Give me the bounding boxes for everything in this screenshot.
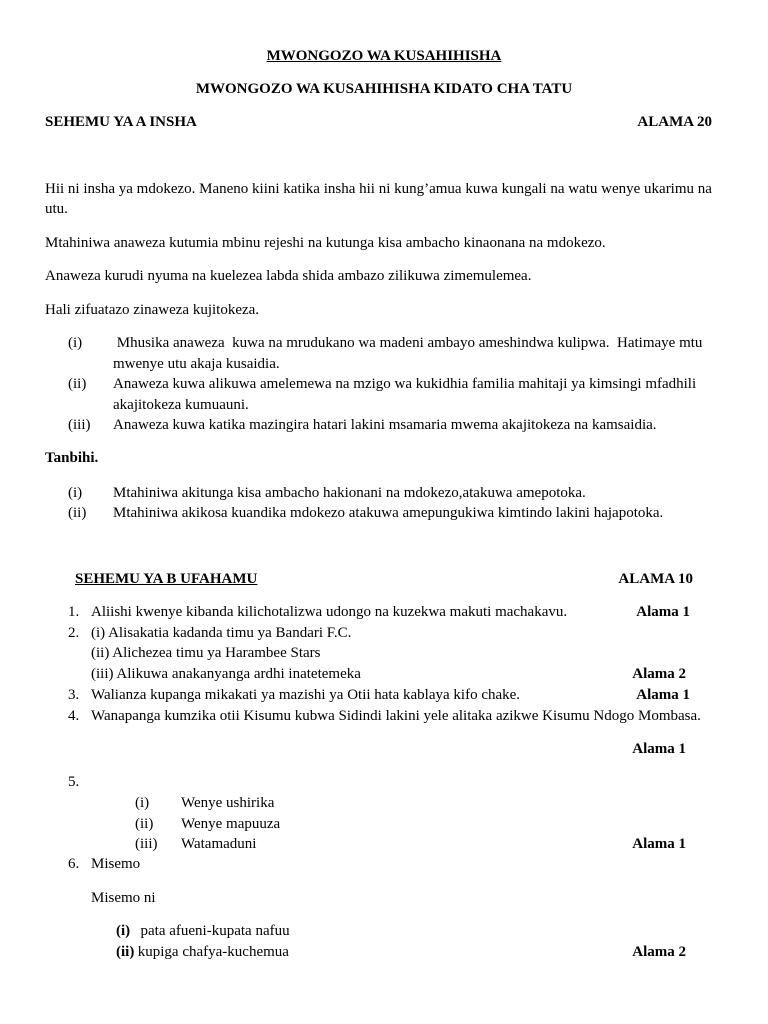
section-a-paragraph: Mtahiniwa anaweza kutumia mbinu rejeshi na kutunga kisa ambacho kinaonana na mdokezo. xyxy=(45,235,606,251)
point-number: (ii) xyxy=(68,376,87,392)
section-a-marks: ALAMA 20 xyxy=(637,114,712,130)
question-number: 5. xyxy=(68,774,80,790)
point-number: (i) xyxy=(68,335,83,351)
answer-text: Misemo ni xyxy=(91,890,156,906)
marks-label: Alama 1 xyxy=(632,836,686,852)
document-title: MWONGOZO WA KUSAHIHISHA xyxy=(266,48,502,64)
answer-text: Misemo xyxy=(91,856,141,872)
note-text: Mtahiniwa akikosa kuandika mdokezo atakuwa amepungukiwa kimtindo lakini hajapotoka. xyxy=(113,505,664,521)
marks-label: Alama 2 xyxy=(632,944,686,960)
point-text: akajitokeza kumuauni. xyxy=(113,397,249,413)
answer-text: (i) Alisakatia kadanda timu ya Bandari F.C. xyxy=(91,625,352,641)
item-number: (iii) xyxy=(135,836,158,852)
question-number: 2. xyxy=(68,625,80,641)
marks-label: Alama 1 xyxy=(636,687,690,703)
item-text: Wenye ushirika xyxy=(181,795,275,811)
answer-text: (iii) Alikuwa anakanyanga ardhi inatetemeka xyxy=(91,666,361,682)
section-a-paragraph: Anaweza kurudi nyuma na kuelezea labda shida ambazo zilikuwa zimemulemea. xyxy=(45,268,532,284)
marks-label: Alama 2 xyxy=(632,666,686,682)
document-subtitle: MWONGOZO WA KUSAHIHISHA KIDATO CHA TATU xyxy=(195,81,573,97)
marks-label: Alama 1 xyxy=(632,741,686,757)
question-number: 6. xyxy=(68,856,80,872)
question-number: 3. xyxy=(68,687,80,703)
item-number: (i) xyxy=(116,923,131,939)
item-text: kupiga chafya-kuchemua xyxy=(134,944,289,960)
question-number: 1. xyxy=(68,604,80,620)
note-number: (ii) xyxy=(68,505,87,521)
item-text: pata afueni-kupata nafuu xyxy=(133,923,290,939)
note-number: (i) xyxy=(68,485,83,501)
point-text: mwenye utu akaja kusaidia. xyxy=(113,356,280,372)
note-text: Mtahiniwa akitunga kisa ambacho hakionani na mdokezo,atakuwa amepotoka. xyxy=(113,485,586,501)
marks-label: Alama 1 xyxy=(636,604,690,620)
answer-text: Wanapanga kumzika otii Kisumu kubwa Sidindi lakini yele alitaka azikwe Kisumu Ndogo Mombasa. xyxy=(91,708,701,724)
point-text: Anaweza kuwa katika mazingira hatari lakini msamaria mwema akajitokeza na kamsaidia. xyxy=(113,417,657,433)
answer-text: Aliishi kwenye kibanda kilichotalizwa udongo na kuzekwa makuti machakavu. xyxy=(91,604,568,620)
section-b-marks: ALAMA 10 xyxy=(618,571,693,587)
item-number: (i) xyxy=(135,795,150,811)
section-b-heading: SEHEMU YA B UFAHAMU xyxy=(75,571,258,587)
point-text: Mhusika anaweza kuwa na mrudukano wa madeni ambayo ameshindwa kulipwa. Hatimaye mtu xyxy=(113,335,703,351)
item-text: Watamaduni xyxy=(181,836,257,852)
section-a-heading: SEHEMU YA A INSHA xyxy=(45,114,197,130)
item-number: (ii) xyxy=(116,944,135,960)
point-number: (iii) xyxy=(68,417,91,433)
item-number: (ii) xyxy=(135,816,154,832)
point-text: Anaweza kuwa alikuwa amelemewa na mzigo wa kukidhia familia mahitaji ya kimsingi mfadhili xyxy=(113,376,697,392)
item-text: Wenye mapuuza xyxy=(181,816,281,832)
answer-text: Walianza kupanga mikakati ya mazishi ya Otii hata kablaya kifo chake. xyxy=(91,687,521,703)
answer-text: (ii) Alichezea timu ya Harambee Stars xyxy=(91,645,321,661)
question-number: 4. xyxy=(68,708,80,724)
section-a-paragraph: Hali zifuatazo zinaweza kujitokeza. xyxy=(45,302,260,318)
note-heading: Tanbihi. xyxy=(45,450,99,466)
section-a-paragraph: Hii ni insha ya mdokezo. Maneno kiini katika insha hii ni kung’amua kuwa kungali na watu wenye ukarimu na utu. xyxy=(45,181,712,217)
